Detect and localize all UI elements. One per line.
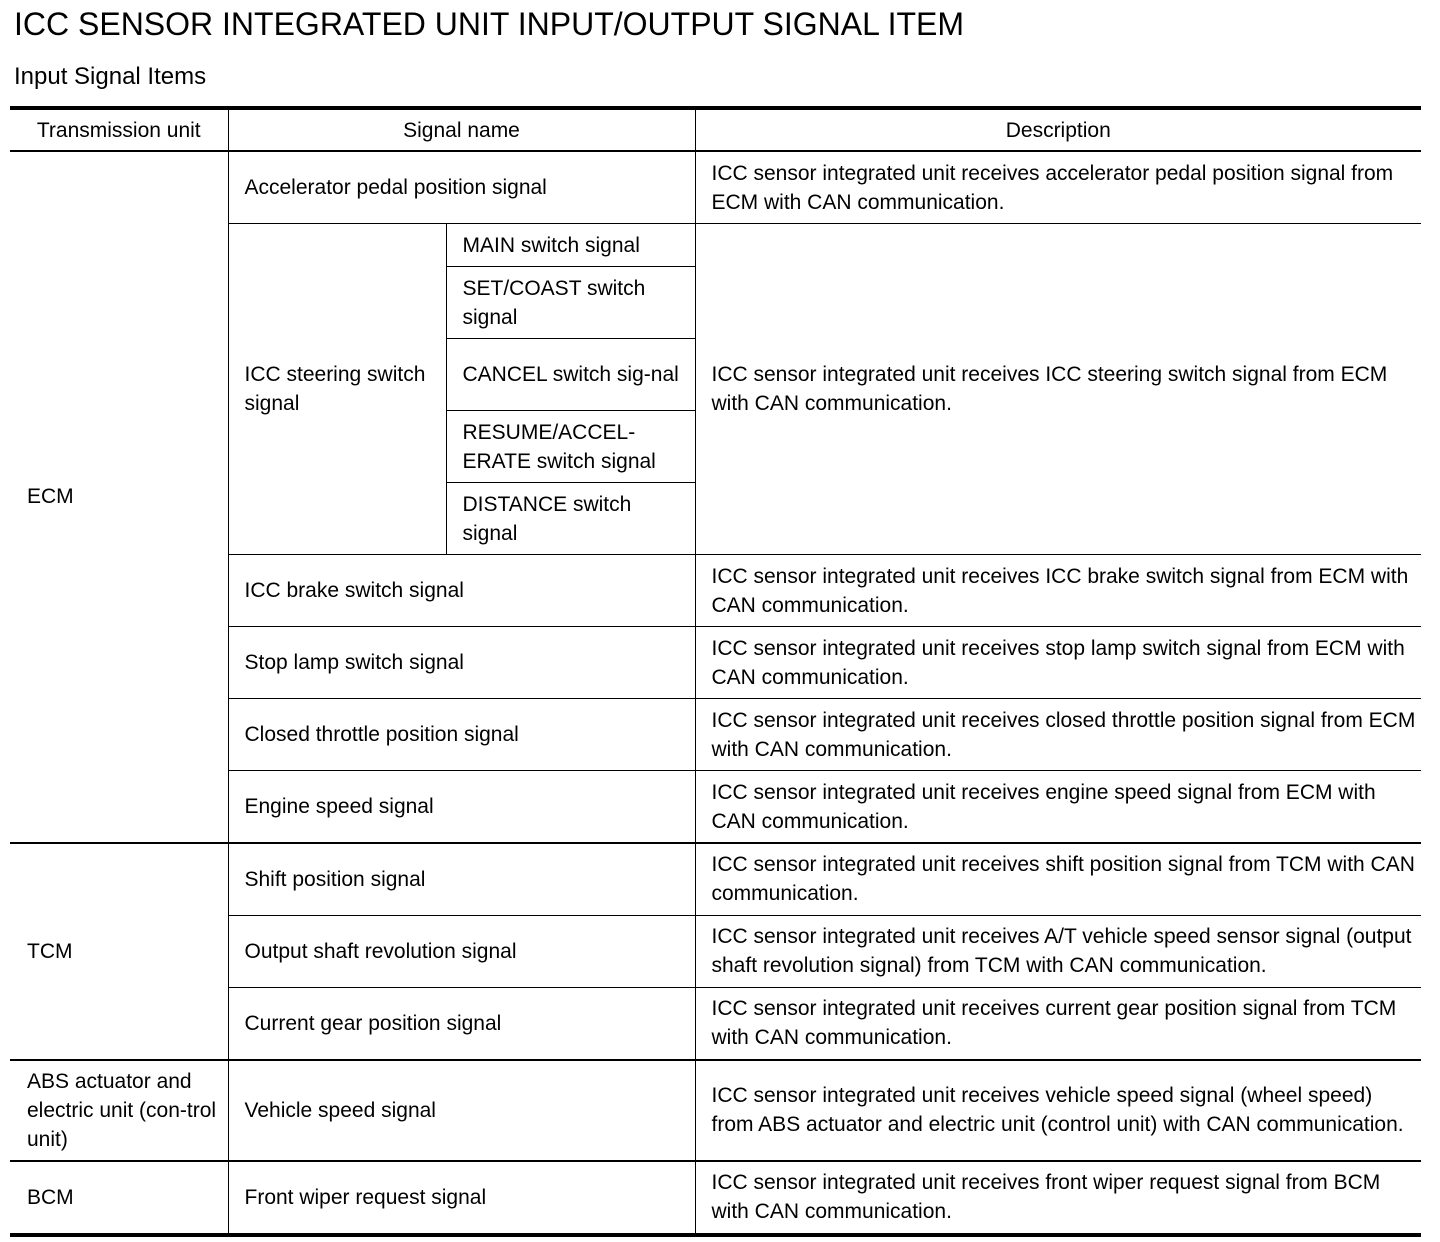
signal-name: Closed throttle position signal [228,699,695,771]
signal-name: ICC brake switch signal [228,555,695,627]
signal-description: ICC sensor integrated unit receives ICC steering switch signal from ECM with CAN communication. [695,224,1421,555]
header-transmission-unit: Transmission unit [10,108,228,151]
header-signal-name: Signal name [228,108,695,151]
signal-description: ICC sensor integrated unit receives shift position signal from TCM with CAN communication. [695,843,1421,916]
signal-name: ICC steering switch signal [228,224,446,555]
unit-ecm: ECM [10,151,228,843]
subsignal-name: SET/COAST switch signal [446,267,695,339]
unit-bcm: BCM [10,1161,228,1235]
table-row [10,1161,1421,1235]
signal-description: ICC sensor integrated unit receives current gear position signal from TCM with CAN communication. [695,987,1421,1060]
signal-description: ICC sensor integrated unit receives A/T vehicle speed sensor signal (output shaft revolution signal) from TCM with CAN communication. [695,915,1421,987]
signal-description: ICC sensor integrated unit receives vehicle speed signal (wheel speed) from ABS actuator and electric unit (control unit) with CAN communication. [695,1060,1421,1161]
page-title: ICC SENSOR INTEGRATED UNIT INPUT/OUTPUT SIGNAL ITEM [14,6,965,42]
section-title: Input Signal Items [14,63,207,90]
signal-description: ICC sensor integrated unit receives closed throttle position signal from ECM with CAN communication. [695,699,1421,771]
header-description: Description [695,108,1421,151]
subsignal-name: MAIN switch signal [446,224,695,267]
signal-description: ICC sensor integrated unit receives engine speed signal from ECM with CAN communication. [695,771,1421,843]
signal-name: Vehicle speed signal [228,1060,695,1161]
subsignal-name: CANCEL switch sig-nal [446,339,695,411]
signal-description: ICC sensor integrated unit receives ICC brake switch signal from ECM with CAN communication. [695,555,1421,627]
input-signal-table [10,106,1421,1237]
signal-description: ICC sensor integrated unit receives front wiper request signal from BCM with CAN communication. [695,1161,1421,1235]
signal-name: Stop lamp switch signal [228,627,695,699]
signal-description: ICC sensor integrated unit receives stop lamp switch signal from ECM with CAN communication. [695,627,1421,699]
signal-name: Accelerator pedal position signal [228,151,695,224]
table-row [10,151,1421,224]
table-row [10,843,1421,916]
signal-name: Engine speed signal [228,771,695,843]
signal-name: Shift position signal [228,843,695,916]
signal-description: ICC sensor integrated unit receives accelerator pedal position signal from ECM with CAN communication. [695,151,1421,224]
unit-abs: ABS actuator and electric unit (con-trol unit) [10,1060,228,1161]
subsignal-name: RESUME/ACCEL-ERATE switch signal [446,411,695,483]
table-header-row [10,108,1421,151]
signal-name: Output shaft revolution signal [228,915,695,987]
signal-name: Front wiper request signal [228,1161,695,1235]
table-row [10,1060,1421,1161]
signal-name: Current gear position signal [228,987,695,1060]
subsignal-name: DISTANCE switch signal [446,483,695,555]
unit-tcm: TCM [10,843,228,1060]
